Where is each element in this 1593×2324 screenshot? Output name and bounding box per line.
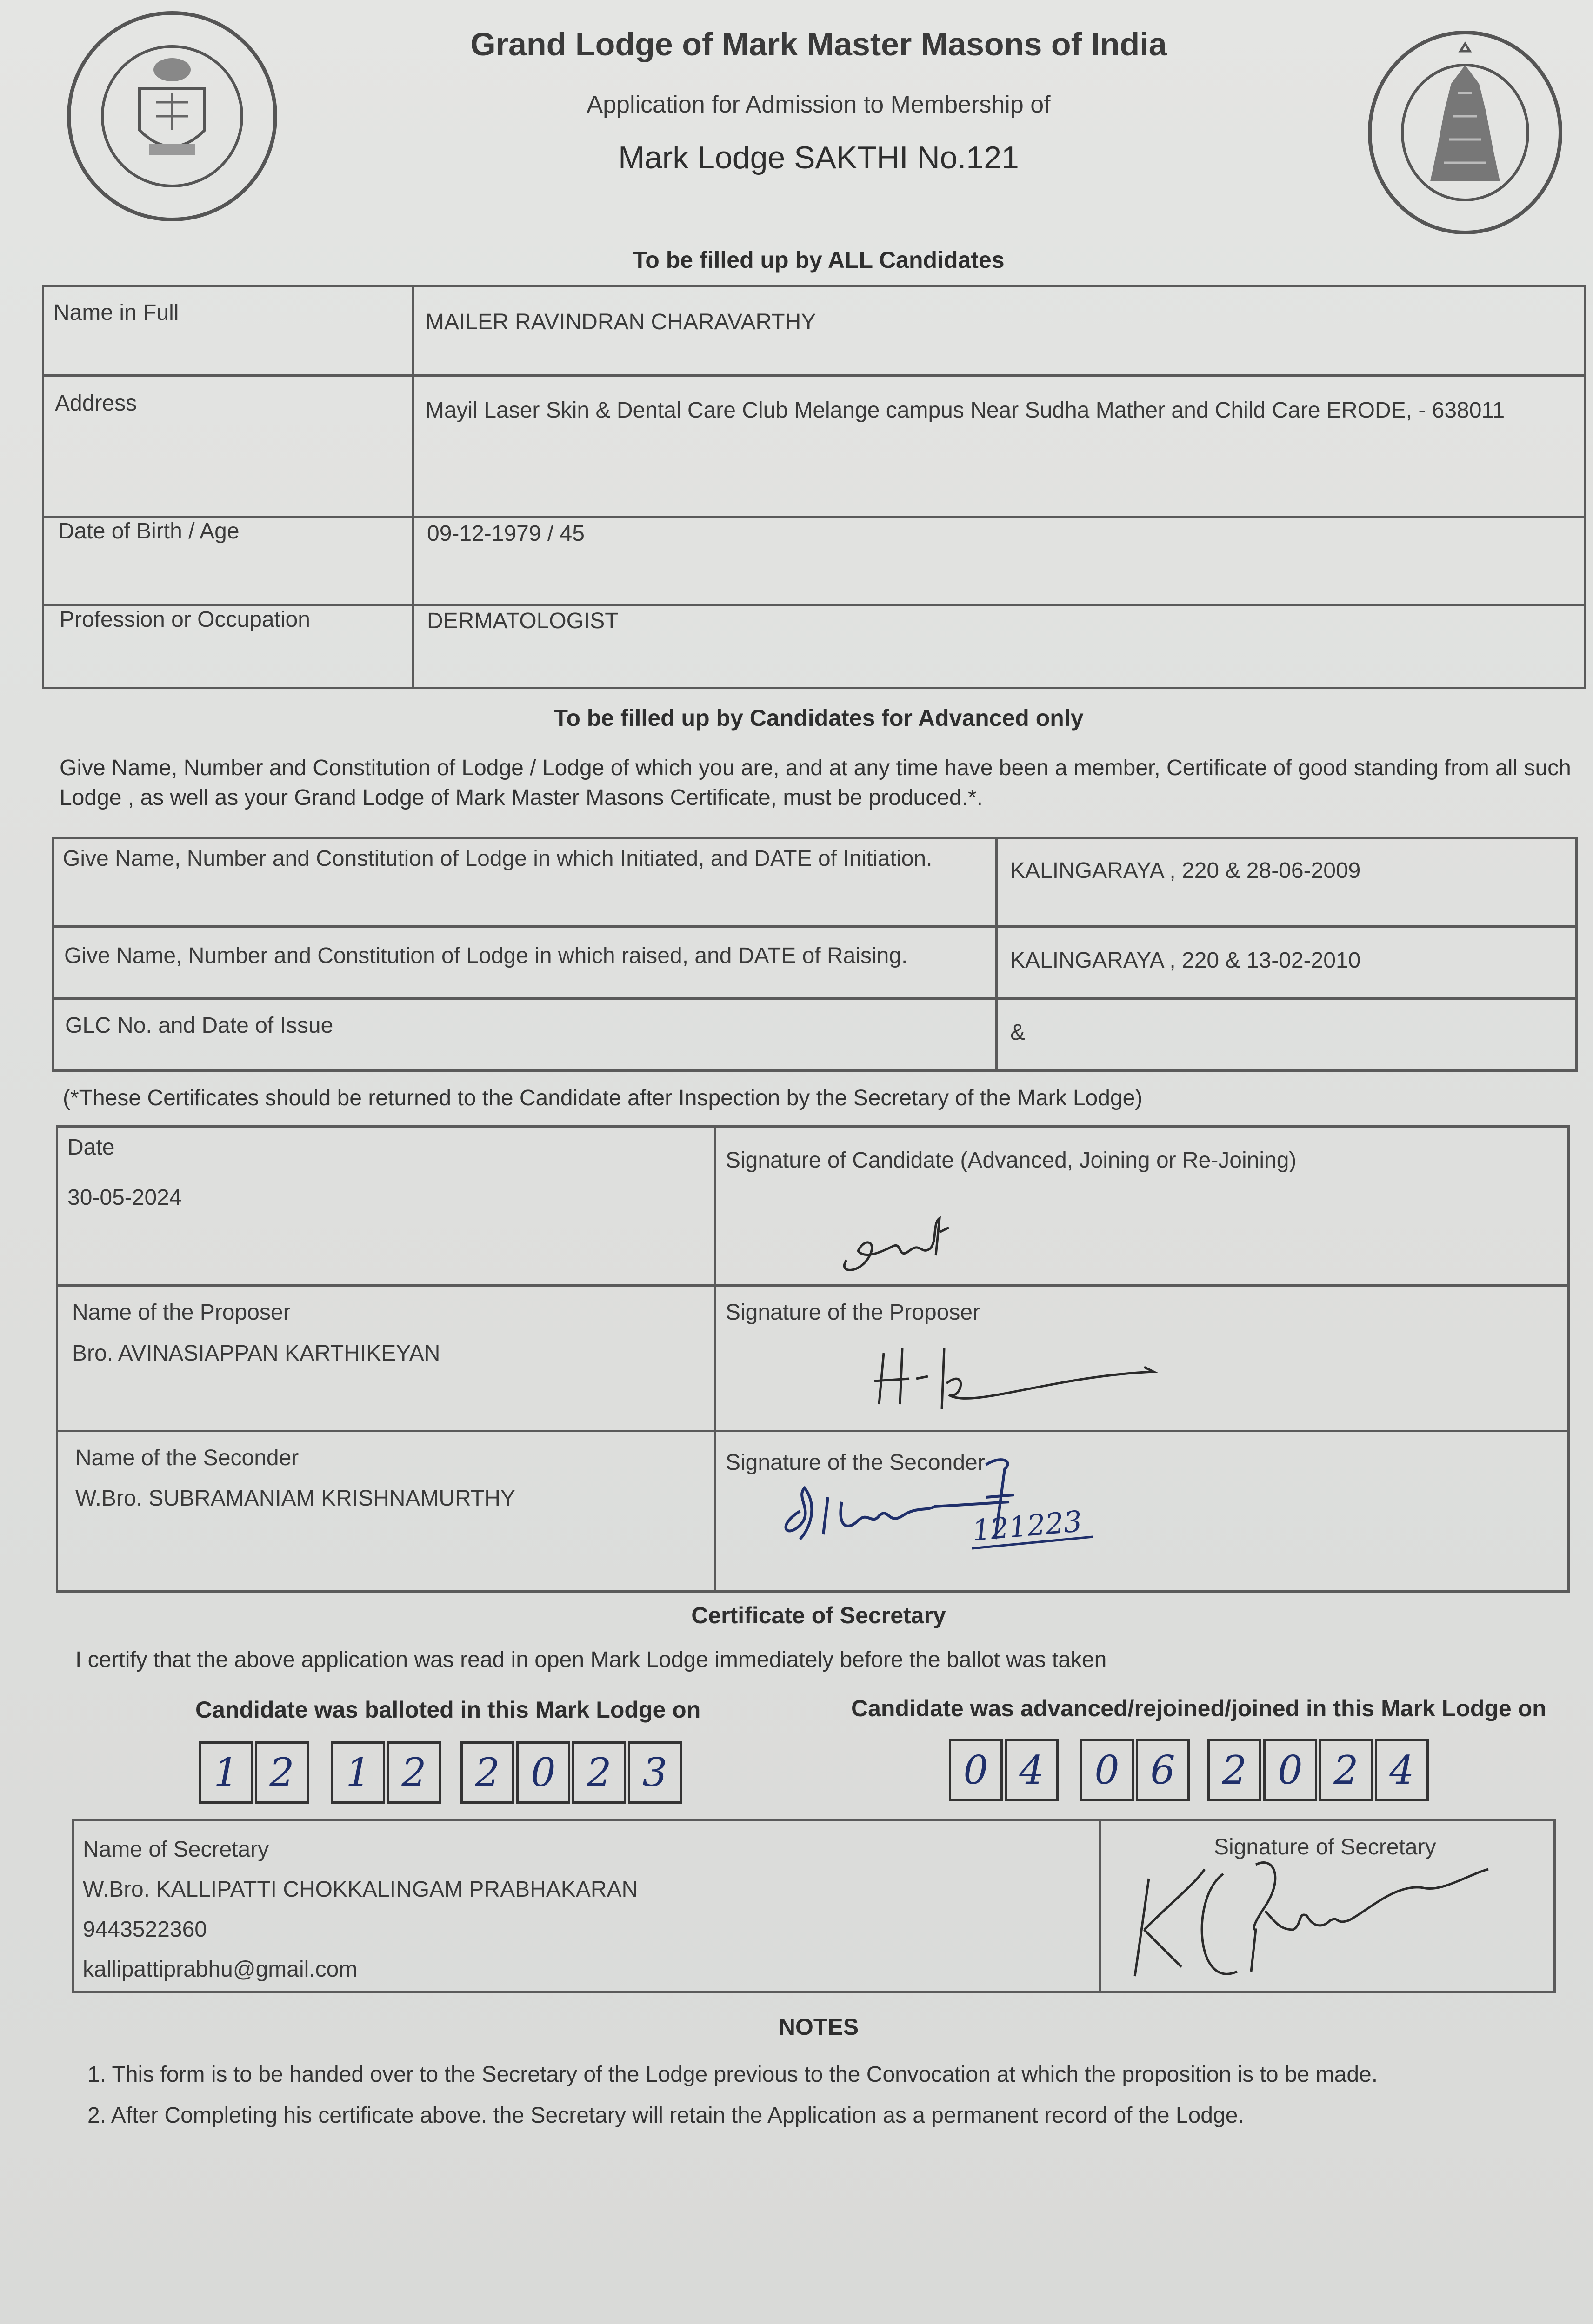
form-title: Grand Lodge of Mark Master Masons of India: [470, 26, 1167, 62]
raised-value: KALINGARAYA , 220 & 13-02-2010: [1010, 948, 1361, 973]
profession-value: DERMATOLOGIST: [427, 609, 619, 633]
notes-heading: NOTES: [778, 2014, 859, 2040]
secretary-label: Name of Secretary: [83, 1837, 269, 1862]
advanced-digit: 0: [1263, 1739, 1317, 1801]
balloted-digit: 2: [460, 1741, 514, 1804]
proposer-signature-label: Signature of the Proposer: [726, 1300, 980, 1325]
advanced-digit: 0: [949, 1739, 1003, 1801]
advanced-digit: 2: [1207, 1739, 1261, 1801]
regional-lodge-seal: [1365, 28, 1565, 237]
secretary-phone: 9443522360: [83, 1917, 207, 1942]
note-item: 1. This form is to be handed over to the Secretary of the Lodge previous to the Convocation at which the proposition is to be made.: [87, 2062, 1378, 2087]
dob-label: Date of Birth / Age: [58, 519, 240, 544]
seconder-label: Name of the Seconder: [75, 1446, 299, 1470]
secretary-signature-label: Signature of Secretary: [1214, 1835, 1436, 1859]
address-value: Mayil Laser Skin & Dental Care Club Melange campus Near Sudha Mather and Child Care ERODE, - 638011: [426, 398, 1505, 423]
secretary-email: kallipattiprabhu@gmail.com: [83, 1957, 358, 1982]
section-heading-all: To be filled up by ALL Candidates: [633, 247, 1005, 273]
dob-value: 09-12-1979 / 45: [427, 521, 585, 546]
advanced-digit: 2: [1319, 1739, 1373, 1801]
initiated-label: Give Name, Number and Constitution of Lodge in which Initiated, and DATE of Initiation.: [63, 846, 933, 871]
secretary-cert-heading: Certificate of Secretary: [691, 1602, 946, 1628]
balloted-digit: 3: [628, 1741, 682, 1804]
date-value: 30-05-2024: [67, 1185, 182, 1210]
name-label: Name in Full: [53, 300, 179, 325]
name-value: MAILER RAVINDRAN CHARAVARTHY: [426, 310, 816, 334]
balloted-label: Candidate was balloted in this Mark Lodge on: [195, 1697, 701, 1723]
initiated-value: KALINGARAYA , 220 & 28-06-2009: [1010, 858, 1361, 883]
proposer-label: Name of the Proposer: [72, 1300, 291, 1325]
advanced-digit: 0: [1080, 1739, 1134, 1801]
secretary-signature: [1116, 1837, 1553, 2006]
raised-label: Give Name, Number and Constitution of Lodge in which raised, and DATE of Raising.: [64, 943, 908, 968]
advanced-instructions: Give Name, Number and Constitution of Lodge / Lodge of which you are, and at any time have been a member, Certificate of good standing from all such Lodge , as well as your Grand Lodge of Mark Master Masons Certificate, must be produced.*.: [60, 756, 1571, 810]
grand-lodge-seal: [65, 9, 279, 223]
balloted-digit: 1: [199, 1741, 253, 1804]
glc-value: &: [1010, 1020, 1026, 1045]
address-label: Address: [55, 391, 137, 416]
balloted-digit: 2: [387, 1741, 441, 1804]
date-label: Date: [67, 1135, 115, 1160]
proposer-name: Bro. AVINASIAPPAN KARTHIKEYAN: [72, 1341, 440, 1366]
advanced-date-label: Candidate was advanced/rejoined/joined in this Mark Lodge on: [851, 1695, 1546, 1721]
section-heading-advanced: To be filled up by Candidates for Advanced only: [553, 705, 1084, 731]
certificates-note: (*These Certificates should be returned to the Candidate after Inspection by the Secretary of the Mark Lodge): [63, 1086, 1143, 1110]
balloted-digit: 2: [572, 1741, 626, 1804]
secretary-statement: I certify that the above application was read in open Mark Lodge immediately before the ballot was taken: [75, 1647, 1107, 1672]
balloted-digit: 2: [255, 1741, 309, 1804]
candidate-signature: [833, 1204, 972, 1286]
secretary-name: W.Bro. KALLIPATTI CHOKKALINGAM PRABHAKARAN: [83, 1877, 638, 1902]
candidate-signature-label: Signature of Candidate (Advanced, Joining or Re-Joining): [726, 1148, 1297, 1173]
proposer-signature: [865, 1339, 1163, 1421]
lodge-name: Mark Lodge SAKTHI No.121: [618, 140, 1019, 175]
advanced-digit: 6: [1136, 1739, 1190, 1801]
advanced-digit: 4: [1375, 1739, 1429, 1801]
balloted-digit: 0: [516, 1741, 570, 1804]
seconder-signature-date: 121223: [971, 1504, 1084, 1548]
advanced-digit: 4: [1005, 1739, 1059, 1801]
seconder-signature-label: Signature of the Seconder: [726, 1450, 985, 1475]
glc-label: GLC No. and Date of Issue: [65, 1013, 333, 1038]
note-item: 2. After Completing his certificate above. the Secretary will retain the Application as a permanent record of the Lodge.: [87, 2103, 1244, 2128]
balloted-digit: 1: [331, 1741, 385, 1804]
profession-label: Profession or Occupation: [60, 607, 310, 632]
form-subtitle: Application for Admission to Membership of: [587, 91, 1051, 118]
seconder-name: W.Bro. SUBRAMANIAM KRISHNAMURTHY: [75, 1486, 515, 1511]
